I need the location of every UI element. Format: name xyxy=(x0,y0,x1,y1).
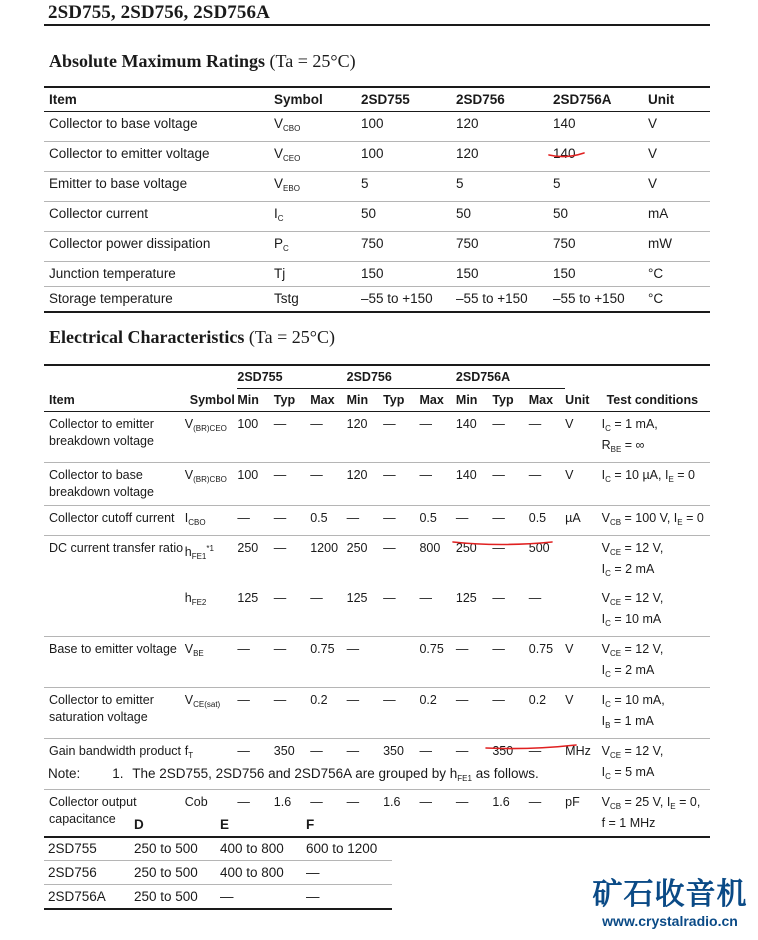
ec-value: — xyxy=(274,412,310,463)
ec-value: — xyxy=(237,739,273,790)
ec-item-line1: Collector output xyxy=(49,795,137,809)
amr-value-2sd755: 150 xyxy=(356,262,451,287)
amr-symbol: $P_C$ xyxy=(269,232,356,262)
amr-unit: mA xyxy=(643,202,710,232)
amr-item: Collector to base voltage xyxy=(44,112,269,142)
amr-value-2sd756a: 140 xyxy=(548,142,643,172)
amr-value-2sd755: 100 xyxy=(356,142,451,172)
ec-header-cell: Min xyxy=(347,389,383,412)
ec-value: — xyxy=(529,586,565,637)
ec-cond-sub: C xyxy=(605,475,611,484)
ec-value: 250 xyxy=(346,541,368,555)
ec-symbol: $f_T$ xyxy=(185,739,238,790)
ec-unit: V xyxy=(565,463,601,506)
ec-value: — xyxy=(383,541,396,555)
ec-value: — xyxy=(347,688,383,739)
ec-cond-line2: $I_C = 2$ mA xyxy=(601,562,655,578)
ec-value: — xyxy=(274,688,310,739)
ec-value: — xyxy=(274,506,310,536)
amr-item: Collector to emitter voltage xyxy=(44,142,269,172)
ec-value: — xyxy=(419,739,455,790)
grouping-header-cell: F xyxy=(302,813,392,837)
ec-value: — xyxy=(456,688,492,739)
ec-value: 0.75 xyxy=(529,637,565,688)
ec-value: 1.6 xyxy=(492,795,510,809)
ec-unit: µA xyxy=(565,506,601,536)
ec-value: — xyxy=(347,506,383,536)
amr-value-2sd756: 50 xyxy=(451,202,548,232)
ec-symbol-sub: FE2 xyxy=(191,598,207,607)
amr-title: Absolute Maximum Ratings xyxy=(49,51,266,71)
ec-symbol: $V_{(BR)CBO}$ xyxy=(185,463,238,506)
grouping-cell: 2SD755 xyxy=(44,837,130,861)
ec-item-line1: Collector to emitter xyxy=(49,693,154,707)
ec-symbol: $V_{CE(sat)}$ xyxy=(185,688,238,739)
ec-cond-sub: CE xyxy=(609,649,622,658)
amr-value-2sd756: 120 xyxy=(451,142,548,172)
amr-symbol: $V_{CEO}$ xyxy=(269,142,356,172)
grouping-cell: 250 to 500 xyxy=(134,889,198,904)
ec-value: 350 xyxy=(492,739,528,790)
watermark-logo: 矿石收音机 xyxy=(592,878,748,911)
grouping-cell: — xyxy=(302,861,392,885)
ec-header-cell: Typ xyxy=(383,389,419,412)
ec-value: 140 xyxy=(456,412,492,463)
amr-symbol: $V_{EBO}$ xyxy=(269,172,356,202)
ec-value: — xyxy=(492,637,528,688)
ec-cond-line1: $I_C = 1$ mA, xyxy=(601,417,658,433)
amr-value-2sd755: 100 xyxy=(356,112,451,142)
ec-unit: V xyxy=(565,688,601,739)
annotation-underline-140 xyxy=(549,153,584,157)
amr-symbol-sub: EBO xyxy=(283,184,300,193)
amr-item: Collector current xyxy=(44,202,269,232)
ec-value: 1.6 xyxy=(383,795,401,809)
ec-symbol: $h_{FE2}$ xyxy=(185,586,238,637)
note-text: The 2SD755, 2SD756 and 2SD756A are grouped by h xyxy=(132,766,458,781)
ec-cond-sub: CE xyxy=(609,548,622,557)
ec-item-line1: Base to emitter voltage xyxy=(49,642,177,656)
ec-value: — xyxy=(419,463,455,506)
ec-cond-line2: $I_B = 1$ mA xyxy=(601,714,654,730)
ec-value: 140 xyxy=(456,463,492,506)
ec-unit: MHz xyxy=(565,739,601,790)
ec-symbol: $I_{CBO}$ xyxy=(185,506,238,536)
ec-group-2sd755: 2SD755 xyxy=(237,365,346,389)
ec-value: — xyxy=(529,463,565,506)
ec-value: — xyxy=(419,586,455,637)
ec-value: — xyxy=(237,637,273,688)
ec-value: — xyxy=(310,463,346,506)
ec-unit: pF xyxy=(565,795,580,809)
amr-value-2sd756a: 150 xyxy=(548,262,643,287)
ec-symbol: $V_{BE}$ xyxy=(185,637,238,688)
grouping-cell: 400 to 800 xyxy=(216,861,302,885)
note-text-end: as follows. xyxy=(471,766,539,781)
watermark-url: www.crystalradio.cn xyxy=(602,913,738,929)
ec-value: — xyxy=(383,412,419,463)
ec-value: 250 xyxy=(237,541,259,555)
note-label: Note: xyxy=(48,766,81,781)
ec-symbol-sub: CE(sat) xyxy=(193,700,221,709)
ec-value: — xyxy=(237,795,250,809)
ec-header-cell: Test conditions xyxy=(602,389,710,412)
ec-cond-sub: C xyxy=(605,772,611,781)
ec-header-cell: Unit xyxy=(565,389,601,412)
ec-value: 250 xyxy=(455,541,477,555)
amr-symbol: Tj xyxy=(269,262,356,287)
ec-condition: (Ta = 25°C) xyxy=(248,327,335,347)
note-number: 1. xyxy=(112,766,124,781)
ec-value: 125 xyxy=(456,586,492,637)
amr-unit: V xyxy=(643,112,710,142)
ec-value: — xyxy=(310,412,346,463)
amr-value-2sd756: 120 xyxy=(451,112,548,142)
ec-cond-sub: C xyxy=(605,424,611,433)
ec-item-line2: saturation voltage xyxy=(49,710,148,724)
grouping-cell: 400 to 800 xyxy=(216,837,302,861)
amr-value-2sd756a: –55 to +150 xyxy=(553,291,625,306)
ec-item-line2: breakdown voltage xyxy=(49,434,154,448)
ec-cond-sub: C xyxy=(605,569,611,578)
ec-value: — xyxy=(456,637,492,688)
ec-symbol-sub: (BR)CEO xyxy=(193,424,227,433)
grouping-cell: 250 to 500 xyxy=(130,861,216,885)
grouping-cell: 2SD756A xyxy=(48,889,106,904)
ec-value: 100 xyxy=(237,463,273,506)
amr-value-2sd756: –55 to +150 xyxy=(456,291,528,306)
grouping-header-cell: E xyxy=(216,813,302,837)
ec-value: — xyxy=(529,412,565,463)
ec-header-cell: Max xyxy=(310,389,346,412)
ec-cond-sub: CE xyxy=(609,751,622,760)
amr-symbol: $I_C$ xyxy=(269,202,356,232)
ec-unit: V xyxy=(565,412,601,463)
ec-cond-line2: $I_C = 2$ mA xyxy=(601,663,655,679)
ec-value: — xyxy=(456,739,492,790)
ec-value: 0.5 xyxy=(529,506,565,536)
amr-value-2sd756a: 5 xyxy=(548,172,643,202)
ec-header-cell: Typ xyxy=(492,389,528,412)
ec-cond-line1: $V_{CE} = 12$ V, xyxy=(601,642,664,658)
ec-value: — xyxy=(237,506,273,536)
ec-cond-line2: $I_C = 10$ mA xyxy=(601,612,662,628)
ec-value: — xyxy=(274,463,310,506)
amr-header-2sd755: 2SD755 xyxy=(356,87,451,112)
ec-value: — xyxy=(492,412,528,463)
ec-title: Electrical Characteristics xyxy=(49,327,245,347)
amr-value-2sd755: 5 xyxy=(356,172,451,202)
ec-symbol-sub: CBO xyxy=(188,518,206,527)
ec-item-line2: breakdown voltage xyxy=(49,485,154,499)
ec-value: — xyxy=(383,463,419,506)
ec-value: — xyxy=(383,586,419,637)
ec-cond-line2: $I_C = 5$ mA xyxy=(601,765,655,781)
ec-value: 500 xyxy=(528,541,550,555)
amr-symbol-sub: CBO xyxy=(283,124,301,133)
grouping-header-cell: D xyxy=(130,813,216,837)
ec-value: 0.5 xyxy=(419,506,455,536)
amr-item: Collector power dissipation xyxy=(44,232,269,262)
ec-value: 0.2 xyxy=(529,688,565,739)
ec-item-line1: Collector to base xyxy=(49,468,143,482)
ec-cond-line1: $I_C = 10$ mA, xyxy=(601,693,665,709)
amr-value-2sd756a: 50 xyxy=(548,202,643,232)
ec-cond-sub: CE xyxy=(609,598,622,607)
ec-value: — xyxy=(237,688,273,739)
amr-symbol: $V_{CBO}$ xyxy=(269,112,356,142)
ec-value: — xyxy=(492,688,528,739)
ec-cond-line2: $R_{BE}$ = ∞ xyxy=(601,438,645,454)
ec-cond-sub: B xyxy=(605,721,611,730)
amr-unit: °C xyxy=(648,291,664,306)
amr-header-symbol: Symbol xyxy=(269,87,356,112)
ec-header-cell: Min xyxy=(237,389,273,412)
ec-cond-sub: C xyxy=(605,670,611,679)
ec-value: 800 xyxy=(419,541,441,555)
ec-header-cell: Min xyxy=(456,389,492,412)
ec-cond-sub: CB xyxy=(609,802,622,811)
ec-value: — xyxy=(419,795,432,809)
ec-cond-line1: $V_{CE} = 12$ V, xyxy=(601,541,664,557)
ec-value: — xyxy=(346,795,360,809)
amr-header-2sd756a: 2SD756A xyxy=(548,87,643,112)
ec-cond-line2: f = 1 MHz xyxy=(601,816,656,830)
ec-cond-sub: E xyxy=(670,802,676,811)
grouping-cell: 250 to 500 xyxy=(130,837,216,861)
amr-item: Emitter to base voltage xyxy=(44,172,269,202)
amr-value-2sd755: 50 xyxy=(356,202,451,232)
ec-symbol: $h_{FE1}^{*1}$ xyxy=(184,544,214,561)
ec-value: — xyxy=(529,739,565,790)
ec-value: 1.6 xyxy=(273,795,292,809)
annotation-underline-cob xyxy=(486,745,576,749)
amr-unit: mW xyxy=(643,232,710,262)
ec-group-2sd756a: 2SD756A xyxy=(456,365,565,389)
amr-item: Junction temperature xyxy=(44,262,269,287)
grouping-cell: — xyxy=(220,889,234,904)
amr-symbol-sub: CEO xyxy=(283,154,301,163)
document-title: 2SD755, 2SD756, 2SD756A xyxy=(48,2,270,23)
ec-value: — xyxy=(492,541,505,555)
amr-symbol: Tstg xyxy=(274,291,299,306)
ec-value: — xyxy=(456,506,492,536)
amr-unit: V xyxy=(643,142,710,172)
ec-cond-sub: BE xyxy=(610,445,622,454)
ec-value: — xyxy=(383,688,419,739)
ec-value: — xyxy=(492,506,528,536)
ec-value: 350 xyxy=(383,739,419,790)
ec-symbol: $V_{(BR)CEO}$ xyxy=(185,412,238,463)
amr-value-2sd756: 750 xyxy=(451,232,548,262)
amr-symbol-sub: C xyxy=(277,214,284,223)
ec-value: 0.75 xyxy=(310,637,346,688)
amr-value-2sd756: 150 xyxy=(451,262,548,287)
ec-header-cell: Max xyxy=(529,389,565,412)
ec-value: 0.5 xyxy=(310,506,346,536)
amr-value-2sd755: 750 xyxy=(356,232,451,262)
ec-symbol-sub: BE xyxy=(193,649,204,658)
ec-value: 1200 xyxy=(310,541,339,555)
ec-value: — xyxy=(492,586,528,637)
ec-group-2sd756: 2SD756 xyxy=(347,365,456,389)
ec-cond-line1: $I_C = 10$ µA, $I_E = 0$ xyxy=(601,468,695,484)
ec-value: 100 xyxy=(237,412,273,463)
amr-condition: (Ta = 25°C) xyxy=(269,51,356,71)
ec-cond-line1: $V_{CB} = 25$ V, $I_E = 0$, xyxy=(601,795,701,811)
ec-value: 350 xyxy=(274,739,310,790)
ec-symbol-sub: T xyxy=(188,751,194,760)
amr-header-item: Item xyxy=(44,87,269,112)
amr-item: Storage temperature xyxy=(49,291,173,306)
ec-value: — xyxy=(274,637,310,688)
ec-value: — xyxy=(419,412,455,463)
ec-value: — xyxy=(528,795,542,809)
ec-value: — xyxy=(274,586,310,637)
ec-value: 0.2 xyxy=(310,688,346,739)
ec-header-cell: Item xyxy=(44,389,185,412)
amr-unit: V xyxy=(643,172,710,202)
ec-cond-line1: $V_{CE} = 12$ V, xyxy=(601,744,664,760)
ec-value: — xyxy=(347,739,383,790)
ec-value: — xyxy=(310,795,323,809)
amr-value-2sd756: 5 xyxy=(451,172,548,202)
ec-item-line1: Gain bandwidth product xyxy=(49,744,182,758)
ec-value: — xyxy=(455,795,469,809)
ec-cond-line1: $V_{CE} = 12$ V, xyxy=(601,591,664,607)
annotation-underline-hfe xyxy=(453,542,552,545)
ec-value: — xyxy=(310,586,346,637)
ec-value: 125 xyxy=(237,586,273,637)
ec-symbol-sub: FE1 xyxy=(191,552,207,561)
ec-unit: V xyxy=(565,637,601,688)
ec-value: — xyxy=(347,637,383,688)
ec-item-line2: capacitance xyxy=(49,812,116,826)
amr-value-2sd755: –55 to +150 xyxy=(361,291,433,306)
amr-value-2sd756a: 140 xyxy=(548,112,643,142)
amr-symbol-sub: C xyxy=(283,244,289,253)
ec-symbol-sup: *1 xyxy=(206,544,214,553)
ec-value: 125 xyxy=(347,586,383,637)
ec-header-cell: Max xyxy=(419,389,455,412)
ec-value: — xyxy=(383,506,419,536)
ec-cond-sub: C xyxy=(605,619,611,628)
amr-value-2sd756a: 750 xyxy=(548,232,643,262)
ec-value: 120 xyxy=(347,463,383,506)
ec-item-line1: Collector to emitter xyxy=(49,417,154,431)
ec-value: — xyxy=(492,463,528,506)
ec-symbol-sub: (BR)CBO xyxy=(193,475,227,484)
amr-header-unit: Unit xyxy=(643,87,710,112)
ec-value: 0.75 xyxy=(419,637,455,688)
amr-header-2sd756: 2SD756 xyxy=(451,87,548,112)
grouping-cell: 600 to 1200 xyxy=(302,837,392,861)
ec-value: — xyxy=(273,541,287,555)
note-text-sub: FE1 xyxy=(457,774,472,783)
ec-cond-sub: E xyxy=(668,475,674,484)
ec-value: — xyxy=(310,739,346,790)
ec-cond-sub: CB xyxy=(609,518,622,527)
ec-item-line1: DC current transfer ratio xyxy=(49,541,184,555)
ec-header-cell: Symbol xyxy=(185,389,238,412)
ec-cond-line1: $V_{CB} = 100$ V, $I_E = 0$ xyxy=(601,511,704,527)
ec-header-cell: Typ xyxy=(274,389,310,412)
grouping-cell: — xyxy=(306,889,320,904)
amr-unit: °C xyxy=(643,262,710,287)
watermark xyxy=(590,878,750,930)
ec-cond-sub: C xyxy=(605,700,611,709)
ec-item-line1: Collector cutoff current xyxy=(49,511,175,525)
ec-value: 0.2 xyxy=(419,688,455,739)
ec-symbol: Cob xyxy=(184,795,208,809)
ec-value: 120 xyxy=(347,412,383,463)
ec-cond-sub: E xyxy=(677,518,683,527)
grouping-cell: 2SD756 xyxy=(44,861,130,885)
